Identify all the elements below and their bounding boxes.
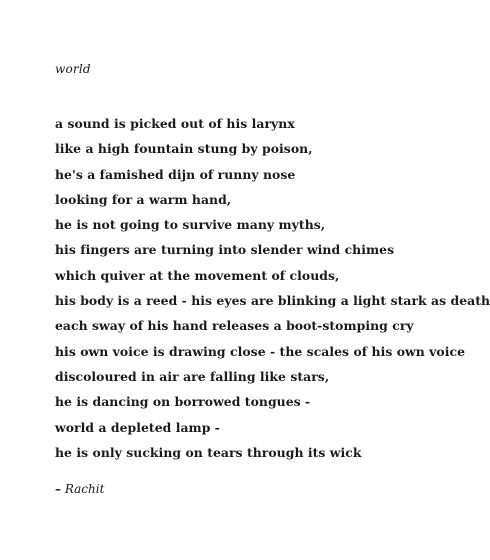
poem-line: looking for a warm hand,: [55, 191, 232, 207]
poem-line: he's a famished dijn of runny nose: [55, 166, 296, 182]
poem-line: which quiver at the movement of clouds,: [55, 267, 340, 283]
poem-line: his fingers are turning into slender wind chimes: [55, 242, 395, 258]
poem-title: world: [55, 62, 91, 76]
poem-line: his own voice is drawing close - the scales of his own voice: [55, 343, 466, 359]
poem-line: like a high fountain stung by poison,: [55, 141, 313, 157]
poem-line: he is dancing on borrowed tongues -: [55, 394, 311, 410]
poem-body: [55, 111, 490, 465]
signature-dash: –: [55, 482, 61, 496]
poem-line: each sway of his hand releases a boot-stomping cry: [55, 318, 414, 334]
poem-line: he is only sucking on tears through its wick: [55, 444, 362, 460]
poem-line: discoloured in air are falling like stars,: [55, 368, 330, 384]
poem-line: his body is a reed - his eyes are blinking a light stark as death: [55, 293, 490, 309]
poem-line: he is not going to survive many myths,: [55, 217, 326, 233]
author-name: Rachit: [64, 482, 105, 496]
poem-line: a sound is picked out of his larynx: [55, 116, 295, 131]
author-signature: [55, 482, 104, 496]
poem-line: world a depleted lamp -: [55, 419, 220, 435]
